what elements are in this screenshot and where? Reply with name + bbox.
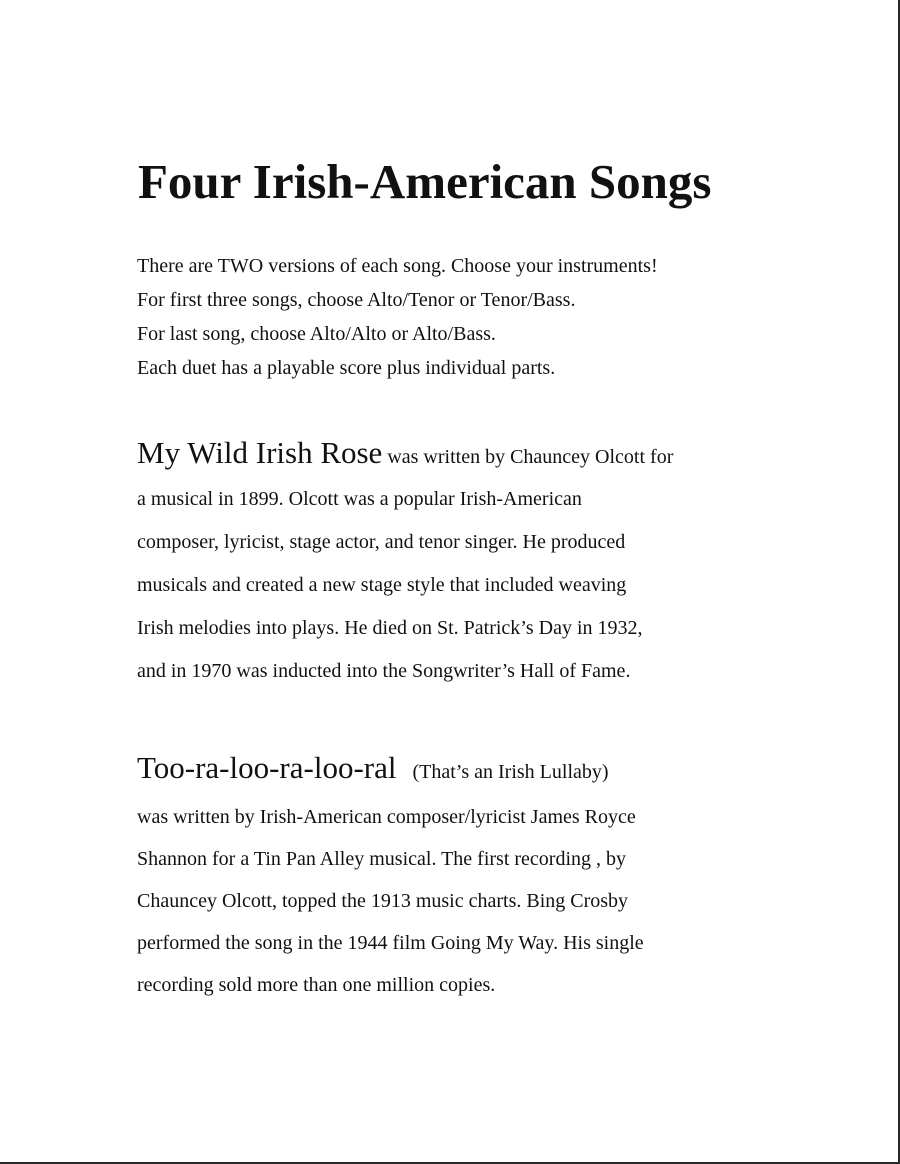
intro-line: For last song, choose Alto/Alto or Alto/Bass. <box>137 323 496 345</box>
song-text-line: Shannon for a Tin Pan Alley musical. The first recording , by <box>137 848 627 870</box>
intro-line: Each duet has a playable score plus individual parts. <box>137 357 556 379</box>
song-heading-line <box>137 743 857 793</box>
song-text-line: recording sold more than one million copies. <box>137 974 496 996</box>
page-title: Four Irish-American Songs <box>138 154 712 209</box>
intro-paragraph <box>137 249 857 385</box>
song-title: Too-ra-loo-ra-loo-ral <box>137 750 397 785</box>
intro-line: There are TWO versions of each song. Choose your instruments! <box>137 255 658 277</box>
song-text-line: Irish melodies into plays. He died on St. Patrick’s Day in 1932, <box>137 617 643 639</box>
song-first-line <box>137 428 857 478</box>
song-section-too-ra-loo-ra-loo-ral <box>137 743 857 1006</box>
song-text-line: and in 1970 was inducted into the Songwriter’s Hall of Fame. <box>137 660 631 682</box>
song-subtitle: (That’s an Irish Lullaby) <box>412 761 609 783</box>
song-text-line: performed the song in the 1944 film Going My Way. His single <box>137 932 644 954</box>
song-text-line: was written by Irish-American composer/lyricist James Royce <box>137 806 636 828</box>
song-text-line: Chauncey Olcott, topped the 1913 music charts. Bing Crosby <box>137 890 629 912</box>
song-text-line: musicals and created a new stage style that included weaving <box>137 574 627 596</box>
song-text-line: composer, lyricist, stage actor, and tenor singer. He produced <box>137 531 626 553</box>
song-title: My Wild Irish Rose <box>137 435 383 470</box>
song-text-line: a musical in 1899. Olcott was a popular Irish-American <box>137 488 582 510</box>
song-section-my-wild-irish-rose <box>137 428 857 693</box>
intro-line: For first three songs, choose Alto/Tenor or Tenor/Bass. <box>137 289 576 311</box>
song-first-line-text: was written by Chauncey Olcott for <box>382 446 674 468</box>
